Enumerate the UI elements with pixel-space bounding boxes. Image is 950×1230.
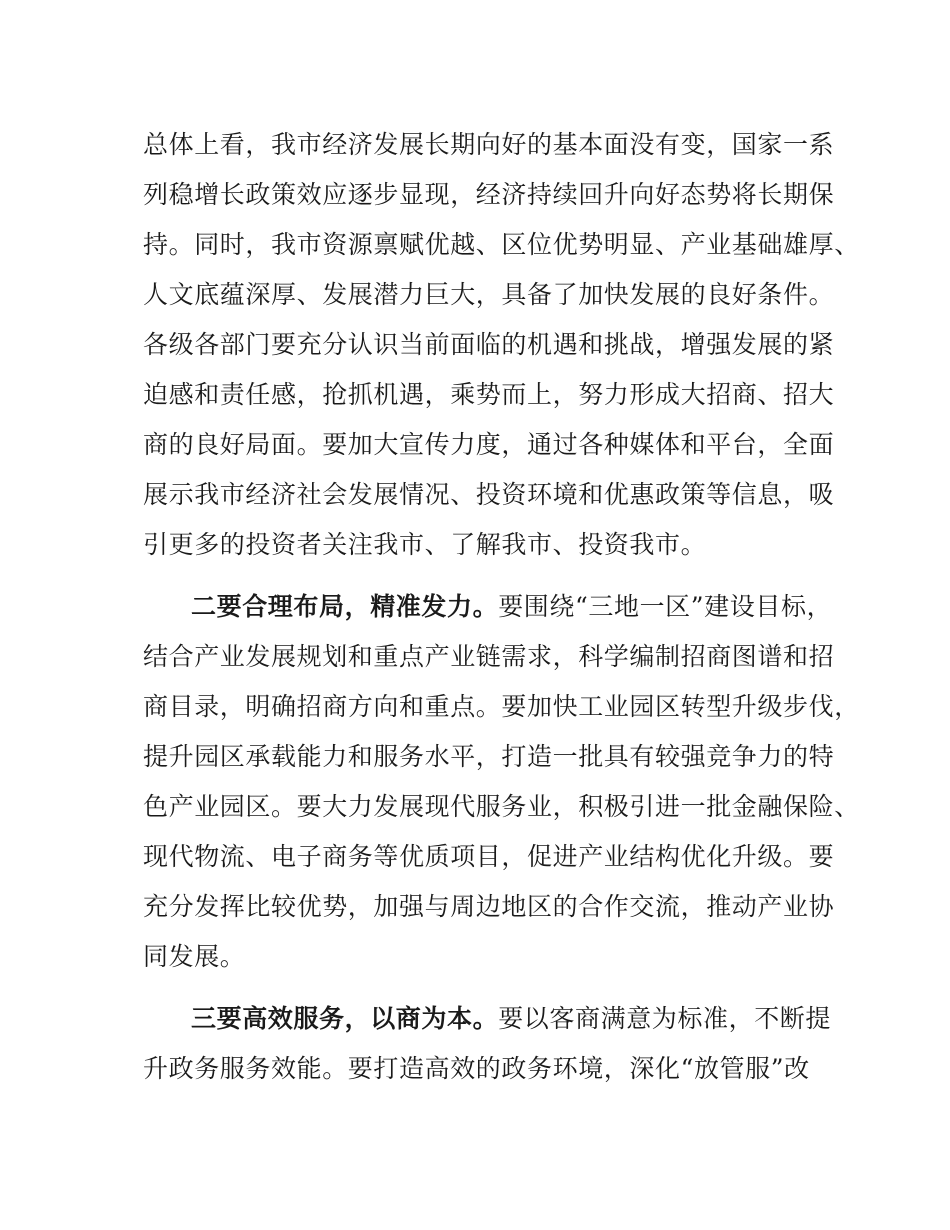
- paragraph-1: [143, 120, 860, 570]
- text-line: 展示我市经济社会发展情况、投资环境和优惠政策等信息，吸: [143, 480, 835, 509]
- paragraph-spacer: [143, 570, 823, 582]
- text-line: 总体上看，我市经济发展长期向好的基本面没有变，国家一系: [143, 130, 835, 159]
- paragraph-spacer: [143, 982, 823, 994]
- text-line: 持。同时，我市资源禀赋优越、区位优势明显、产业基础雄厚、: [143, 230, 860, 259]
- text-line: 现代物流、电子商务等优质项目，促进产业结构优化升级。要: [143, 842, 835, 871]
- text-run: 要以客商满意为标准，不断提: [498, 1004, 832, 1033]
- text-line: 升政务服务效能。要打造高效的政务环境，深化“放管服”改: [143, 1054, 810, 1083]
- text-line: 商目录，明确招商方向和重点。要加快工业园区转型升级步伐，: [143, 692, 860, 721]
- document-page: [143, 120, 860, 1094]
- paragraph-2: [143, 582, 860, 982]
- text-line-first: [143, 582, 833, 632]
- text-run: 要围绕“三地一区”建设目标，: [498, 592, 833, 621]
- text-line: 列稳增长政策效应逐步显现，经济持续回升向好态势将长期保: [143, 180, 835, 209]
- text-line: 结合产业发展规划和重点产业链需求，科学编制招商图谱和招: [143, 642, 835, 671]
- paragraph-3: [143, 994, 832, 1094]
- text-line: 迫感和责任感，抢抓机遇，乘势而上，努力形成大招商、招大: [143, 380, 835, 409]
- text-line: 商的良好局面。要加大宣传力度，通过各种媒体和平台，全面: [143, 430, 835, 459]
- text-line: 各级各部门要充分认识当前面临的机遇和挑战，增强发展的紧: [143, 330, 835, 359]
- section-heading: 三要高效服务，以商为本。: [191, 1004, 499, 1033]
- text-line: 同发展。: [143, 942, 246, 971]
- text-line: 引更多的投资者关注我市、了解我市、投资我市。: [143, 530, 707, 559]
- text-line: 充分发挥比较优势，加强与周边地区的合作交流，推动产业协: [143, 892, 835, 921]
- text-line: 提升园区承载能力和服务水平，打造一批具有较强竞争力的特: [143, 742, 835, 771]
- section-heading: 二要合理布局，精准发力。: [191, 592, 499, 621]
- text-line: 人文底蕴深厚、发展潜力巨大，具备了加快发展的良好条件。: [143, 280, 835, 309]
- text-line-first: [143, 994, 832, 1044]
- text-line: 色产业园区。要大力发展现代服务业，积极引进一批金融保险、: [143, 792, 860, 821]
